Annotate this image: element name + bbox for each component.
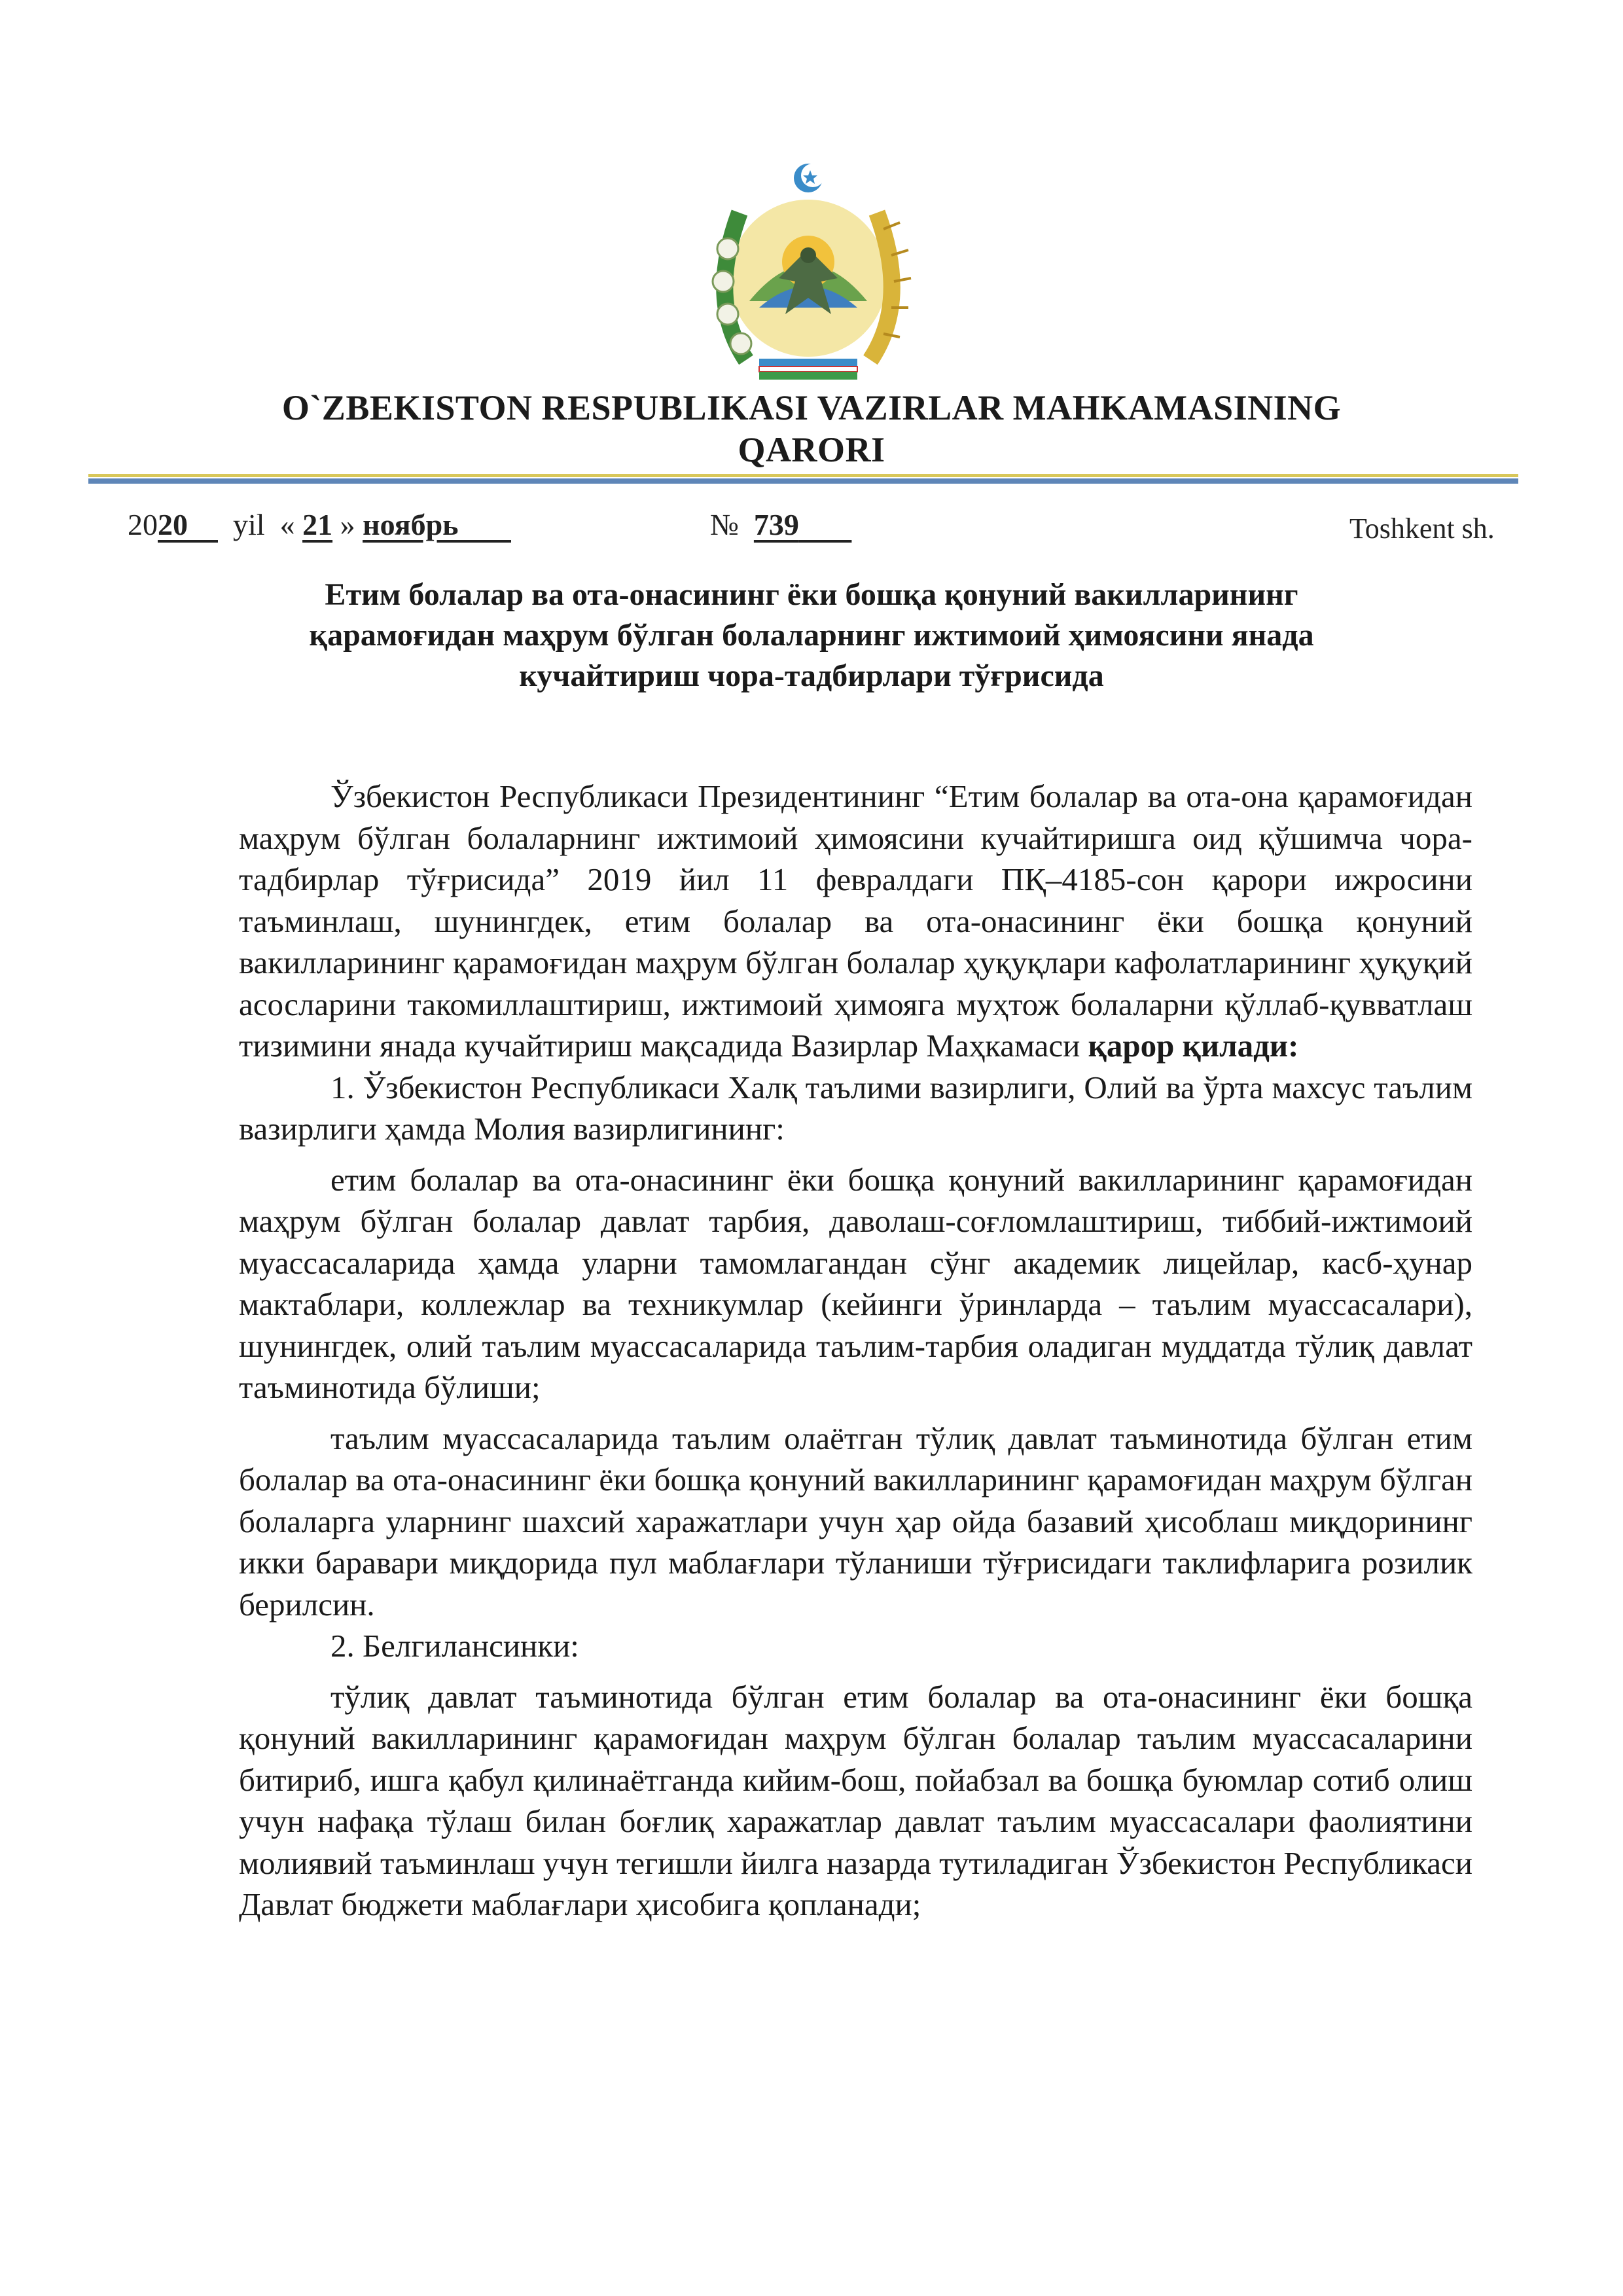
preamble-paragraph [239, 776, 1472, 1067]
header-rule-blue [88, 478, 1518, 484]
decree-city: Toshkent sh. [1349, 512, 1495, 545]
decree-title-line: кучайтириш чора-тадбирлари тўғрисида [519, 658, 1104, 693]
year-word: yil [233, 508, 265, 541]
decree-body [239, 776, 1472, 1926]
header-rule-yellow [88, 474, 1518, 477]
year-suffix: 20 [158, 508, 188, 541]
clause-1-item-1: етим болалар ва ота-онасининг ёки бошқа қонуний вакилларининг қарамоғидан маҳрум бўлган болалар давлат тарбия, даволаш-соғломлаштириш, тиббий-ижтимоий муассасаларида ҳамда уларни тамомлагандан сўнг академик лицейлар, касб-ҳунар мактаблари, коллежлар ва техникумлар (кейинги ўринларда – таълим муассасалари), шунингдек, олий таълим муассасаларида таълим-тарбия оладиган муддатда тўлиқ давлат таъминотида бўлиши; [239, 1161, 1472, 1405]
decree-number-value: 739 [753, 508, 799, 541]
issuer-title: O`ZBEKISTON RESPUBLIKASI VAZIRLAR MAHKAMASINING [281, 388, 1342, 427]
state-emblem-icon [687, 151, 929, 406]
clause-2-paragraph: 2. Белгилансинки: [330, 1628, 579, 1664]
decree-title-line: қарамоғидан маҳрум бўлган болаларнинг ижтимоий ҳимоясини янада [309, 618, 1314, 653]
decree-title [196, 575, 1427, 696]
resolution-phrase: қарор қилади: [1088, 1028, 1299, 1064]
decree-month: ноябрь [363, 508, 459, 541]
decree-date [128, 507, 511, 542]
number-sign: № [710, 508, 739, 541]
decree-title-line: Етим болалар ва ота-онасининг ёки бошқа қонуний вакилларининг [325, 577, 1298, 612]
decree-number [710, 507, 851, 542]
quote-close: » [340, 508, 355, 541]
year-prefix: 20 [128, 508, 158, 541]
quote-open: « [279, 508, 295, 541]
clause-2-item-1: тўлиқ давлат таъминотида бўлган етим болалар ва ота-онасининг ёки бошқа қонуний вакилларининг қарамоғидан маҳрум бўлган болалар таълим муассасаларини битириб, ишга қабул қилинаётганда кийим-бош, пойабзал ва бошқа буюмлар сотиб олиш учун нафақа тўлаш билан боғлиқ харажатлар давлат таълим муассасалари фаолиятини молиявий таъминлаш учун тегишли йилга назарда тутиладиган Ўзбекистон Республикаси Давлат бюджети маблағлари ҳисобига қопланади; [239, 1678, 1472, 1922]
preamble-text: Ўзбекистон Республикаси Президентининг “Етим болалар ва ота-она қарамоғидан маҳрум бўлган болаларнинг ижтимоий ҳимоясини кучайтиришга оид қўшимча чора-тадбирлар тўғрисида” 2019 йил 11 февралдаги ПҚ–4185-сон қарори ижросини таъминлаш, шунингдек, етим болалар ва ота-онасининг ёки бошқа қонуний вакилларининг қарамоғидан маҳрум бўлган болалар ҳуқуқлари кафолатларининг ҳуқуқий асосларини такомиллаштириш, ижтимоий ҳимояга муҳтож болаларни қўллаб-қувватлаш тизимини янада кучайтириш мақсадида Вазирлар Маҳкамаси [239, 778, 1472, 1064]
decree-day: 21 [302, 508, 333, 541]
document-type-title: QARORI [738, 430, 885, 469]
clause-1-paragraph: 1. Ўзбекистон Республикаси Халқ таълими вазирлиги, Олий ва ўрта махсус таълим вазирлиги ҳамда Молия вазирлигининг: [239, 1069, 1472, 1147]
clause-1-item-2: таълим муассасаларида таълим олаётган тўлиқ давлат таъминотида бўлган етим болалар ва ота-онасининг ёки бошқа қонуний вакилларининг қарамоғидан маҳрум бўлган болаларга уларнинг шахсий харажатлари учун ҳар ойда базавий ҳисоблаш миқдорининг икки баравари миқдорида пул маблағлари тўланиши тўғрисидаги таклифларига розилик берилсин. [239, 1420, 1472, 1623]
